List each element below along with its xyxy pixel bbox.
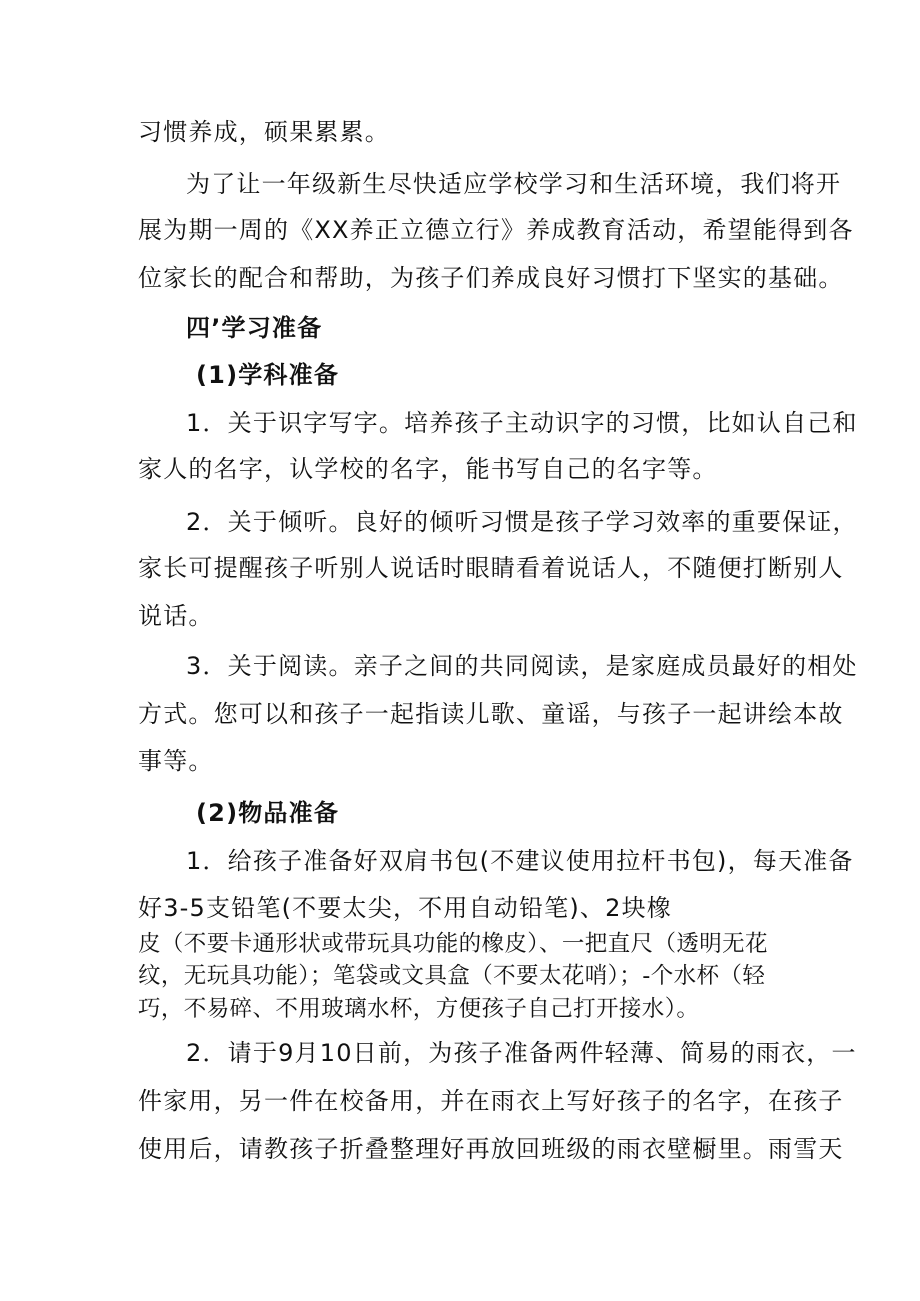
list-item-line: 1．给孩子准备好双肩书包(不建议使用拉杆书包)，每天准备 — [186, 847, 854, 875]
list-item-line: 家长可提醒孩子听别人说话时眼睛看着说话人，不随便打断别人 — [138, 554, 844, 582]
section-heading: 四’学习准备 — [186, 314, 323, 342]
paragraph-line: 位家长的配合和帮助，为孩子们养成良好习惯打下坚实的基础。 — [138, 264, 844, 292]
list-item-line: 2．请于9月10日前，为孩子准备两件轻薄、简易的雨衣，一 — [186, 1039, 857, 1067]
subsection-heading: (2)物品准备 — [196, 799, 340, 827]
list-item-line: 家人的名字，认学校的名字，能书写自己的名字等。 — [138, 455, 718, 483]
list-item-line: 皮（不要卡通形状或带玩具功能的橡皮）、一把直尺（透明无花 — [138, 931, 768, 957]
subsection-heading: (1)学科准备 — [196, 361, 340, 389]
list-item-line: 2．关于倾听。良好的倾听习惯是孩子学习效率的重要保证， — [186, 508, 858, 536]
list-item-line: 纹，无玩具功能）；笔袋或文具盒（不要太花哨）；-个水杯（轻 — [138, 963, 766, 989]
list-item-line: 方式。您可以和孩子一起指读儿歌、童谣，与孩子一起讲绘本故 — [138, 700, 844, 728]
list-item-line: 好3-5支铅笔(不要太尖，不用自动铅笔)、2块橡 — [138, 894, 672, 922]
list-item-line: 1．关于识字写字。培养孩子主动识字的习惯，比如认自己和 — [186, 409, 858, 437]
list-item-line: 巧，不易碎、不用玻璃水杯，方便孩子自己打开接水）。 — [138, 996, 700, 1022]
paragraph-line: 展为期一周的《XX养正立德立行》养成教育活动，希望能得到各 — [138, 216, 854, 244]
paragraph-line: 为了让一年级新生尽快适应学校学习和生活环境，我们将开 — [186, 170, 842, 198]
list-item-line: 说话。 — [138, 602, 214, 630]
list-item-line: 件家用，另一件在校备用，并在雨衣上写好孩子的名字，在孩子 — [138, 1087, 844, 1115]
list-item-line: 3．关于阅读。亲子之间的共同阅读，是家庭成员最好的相处 — [186, 652, 858, 680]
list-item-line: 事等。 — [138, 747, 214, 775]
list-item-line: 使用后，请教孩子折叠整理好再放回班级的雨衣壁橱里。雨雪天 — [138, 1135, 844, 1163]
paragraph-line: 习惯养成，硕果累累。 — [138, 118, 390, 146]
